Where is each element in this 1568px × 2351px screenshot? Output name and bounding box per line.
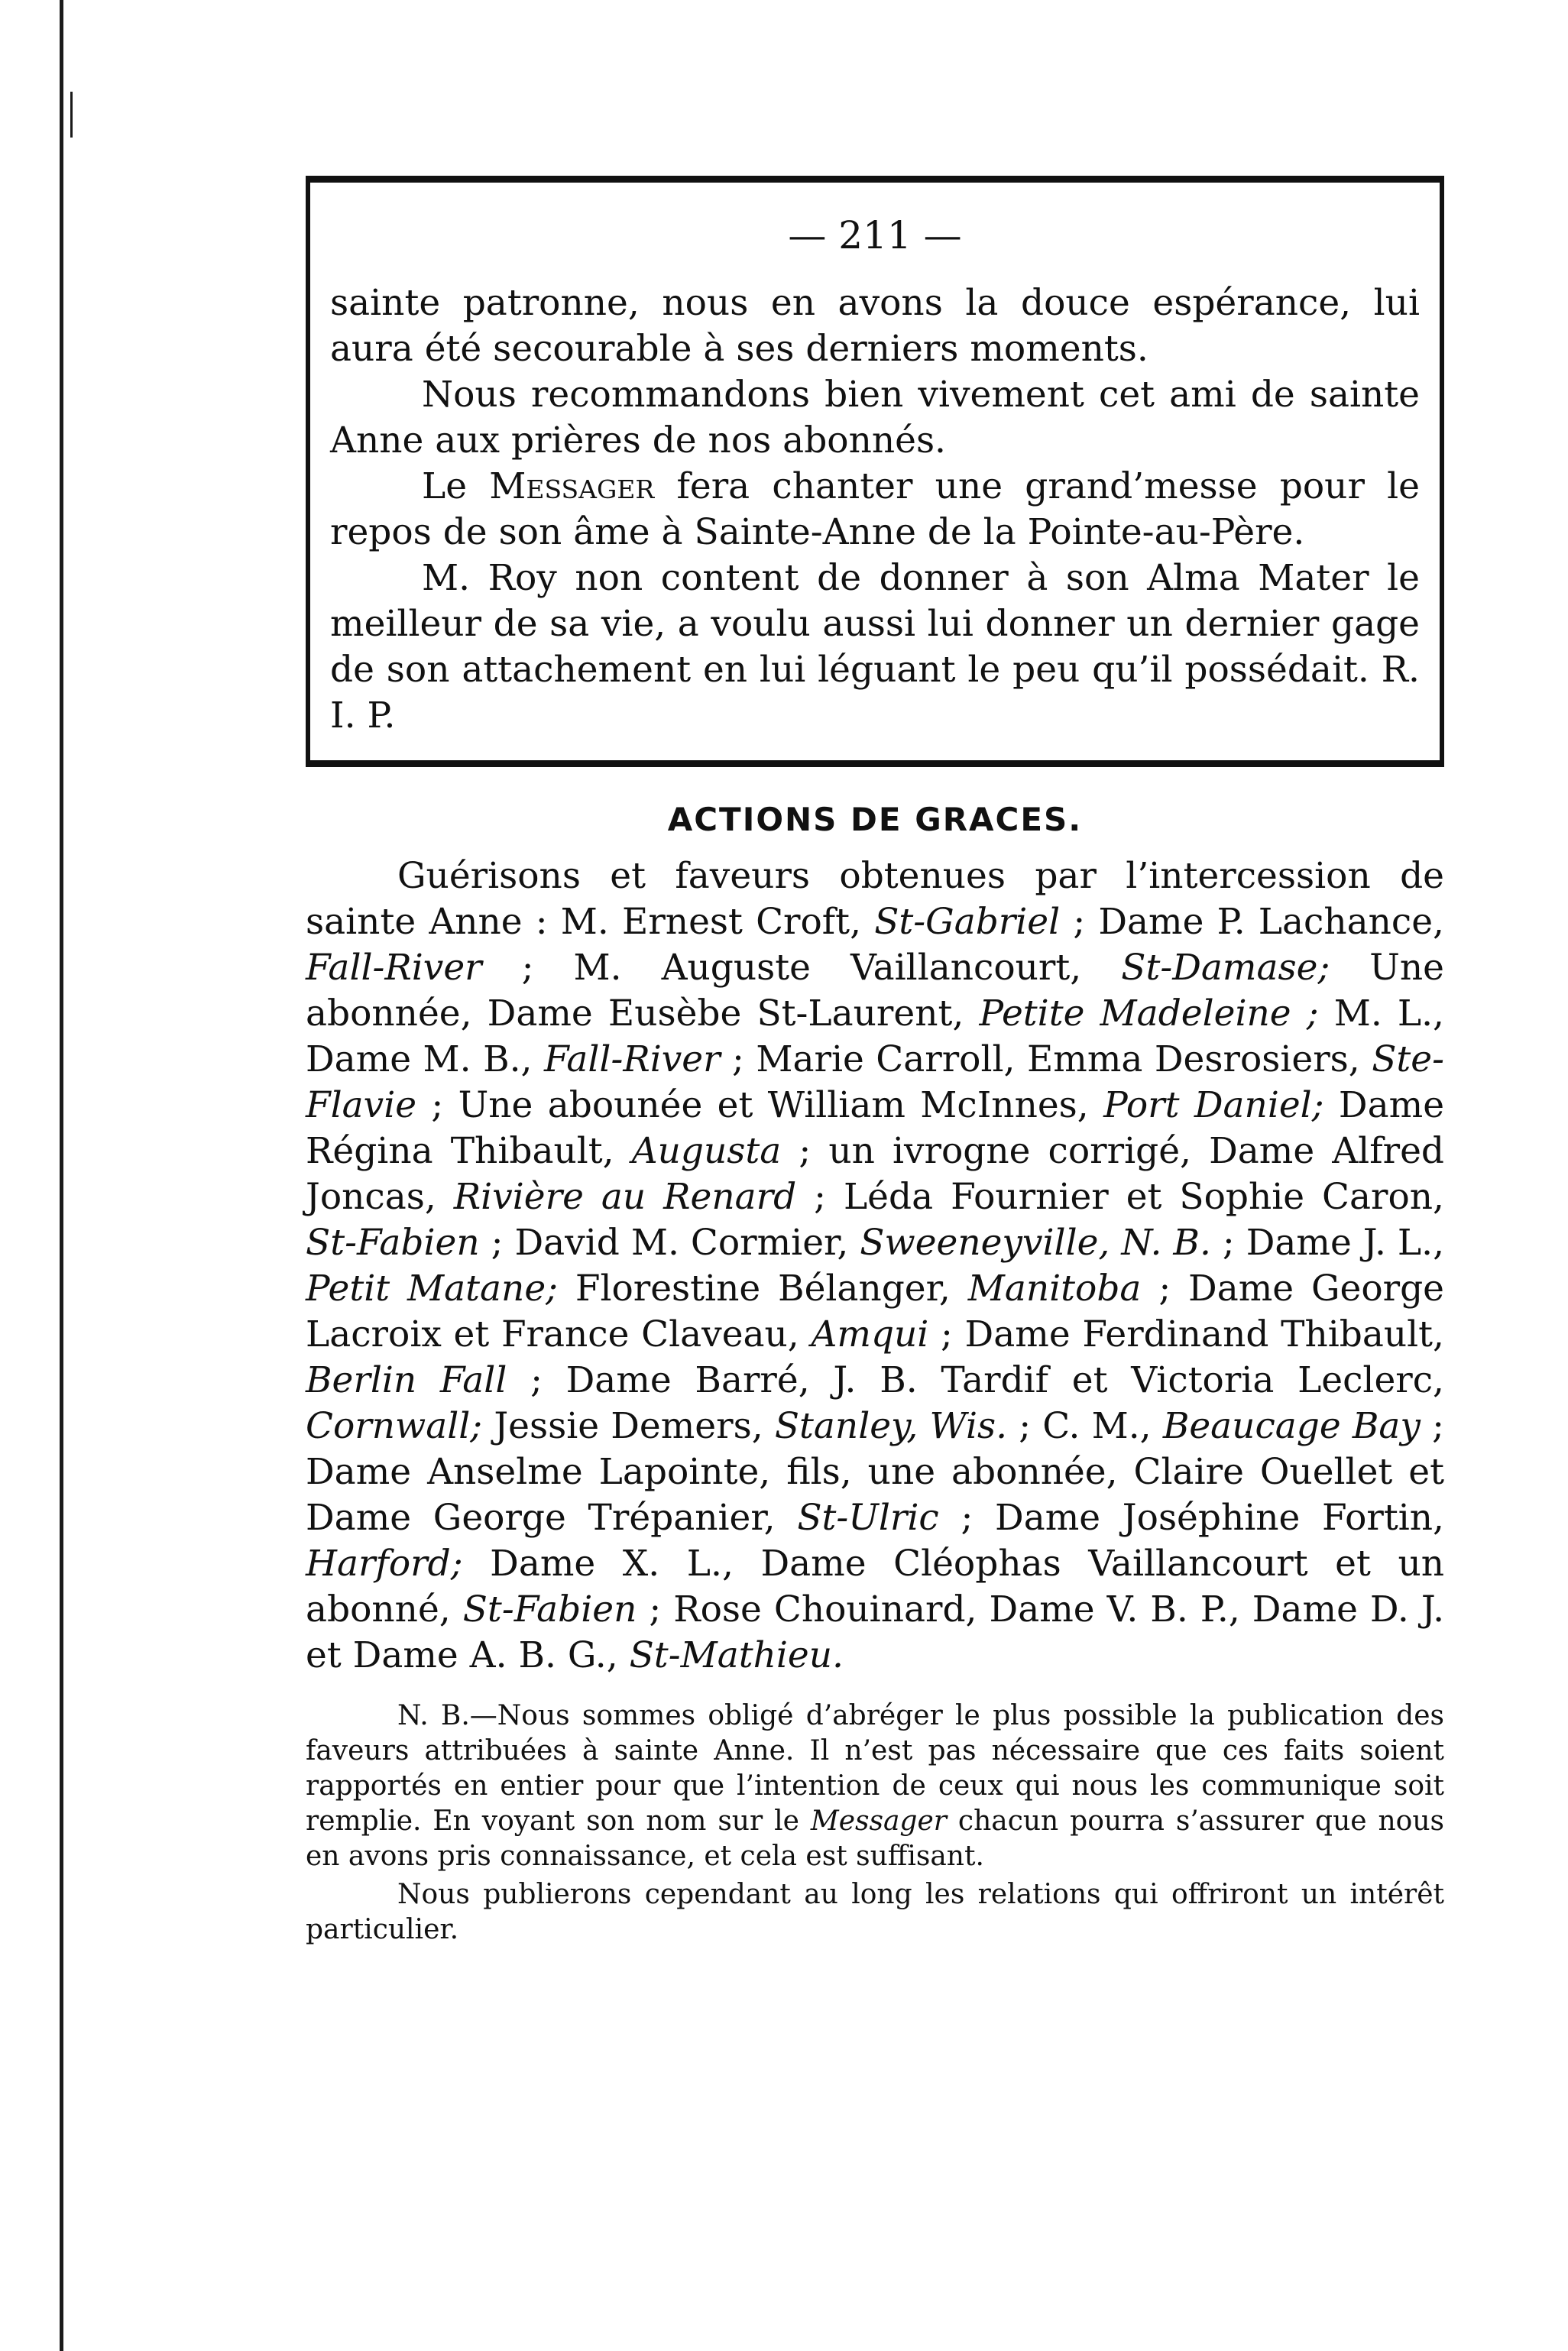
editor-note-2: Nous publierons cependant au long les relations qui offriront un intérêt particulier.: [306, 1879, 1444, 1945]
section-heading: ACTIONS DE GRACES.: [667, 801, 1083, 838]
grace-place: Stanley, Wis.: [774, 1405, 1008, 1447]
grace-place: St-Ulric: [797, 1497, 939, 1539]
grace-place: St-Fabien: [462, 1588, 637, 1630]
grace-text: Dame Régina Thibault,: [306, 1084, 1445, 1172]
grace-text: ; Une abounée et William McInnes,: [416, 1084, 1104, 1126]
editor-note: N. B.—Nous sommes obligé d’abréger le plus possible la publication des faveurs attribuées à sainte Anne. Il n’est pas nécessaire que ces faits soient rapportés en entier pour que l’intention de ceux qui nous les communique soit remplie. En voyant son nom sur le Messager chacun pourra s’assurer que nous en avons pris connaissance, et cela est suffisant.: [306, 1700, 1444, 1872]
page: [306, 176, 1444, 1948]
grace-place: Rivière au Renard: [453, 1176, 797, 1218]
grace-text: Jessie Demers,: [482, 1405, 775, 1447]
grace-text: Une abonnée, Dame Eusèbe St-Laurent,: [306, 947, 1444, 1035]
page-number: — 211 —: [788, 213, 962, 257]
binding-margin-line: [60, 0, 63, 2351]
grace-place: Beaucage Bay: [1162, 1405, 1421, 1447]
graces-list: [306, 853, 1444, 1679]
obituary-paragraph-2: Nous recommandons bien vivement cet ami de sainte Anne aux prières de nos abonnés.: [330, 374, 1420, 461]
grace-text: ; Dame George Lacroix et France Claveau,: [306, 1268, 1444, 1355]
grace-text: ; Dame Anselme Lapointe, fils, une abonnée, Claire Ouellet et Dame George Trépanier,: [306, 1405, 1444, 1539]
grace-place: Augusta: [631, 1130, 782, 1172]
grace-place: Manitoba: [967, 1268, 1142, 1310]
grace-place: Cornwall;: [306, 1405, 483, 1447]
messager-name: Messager: [489, 465, 655, 507]
grace-place: St-Fabien: [306, 1222, 480, 1264]
grace-place: Port Daniel;: [1103, 1084, 1324, 1126]
grace-text: ; M. Auguste Vaillancourt,: [481, 947, 1122, 989]
grace-text: ; Rose Chouinard, Dame V. B. P., Dame D. J. et Dame A. B. G.,: [306, 1588, 1445, 1676]
grace-text: ; Marie Carroll, Emma Desrosiers,: [720, 1038, 1372, 1080]
obituary-box: [306, 183, 1444, 760]
grace-text: ; Dame Barré, J. B. Tardif et Victoria Leclerc,: [507, 1359, 1444, 1401]
grace-text: ; Dame Joséphine Fortin,: [938, 1497, 1444, 1539]
grace-text: Guérisons et faveurs obtenues par l’intercession de sainte Anne : M. Ernest Croft,: [306, 855, 1444, 943]
grace-place: Berlin Fall: [306, 1359, 507, 1401]
bottom-rule: [306, 760, 1444, 767]
grace-place: St-Gabriel: [874, 901, 1061, 943]
grace-place: Petite Madeleine ;: [979, 993, 1319, 1035]
grace-place: St-Damase;: [1121, 947, 1330, 989]
grace-place: Amqui: [811, 1313, 929, 1355]
grace-text: ; David M. Cormier,: [479, 1222, 860, 1264]
grace-place: Sweeneyville, N. B.: [860, 1222, 1211, 1264]
binding-margin-line-inner: [70, 92, 73, 138]
grace-place: Fall-River: [306, 947, 482, 989]
grace-text: ; Dame J. L.,: [1210, 1222, 1445, 1264]
grace-text: ; Léda Fournier et Sophie Caron,: [796, 1176, 1444, 1218]
obituary-paragraph-3: Le Messager fera chanter une grand’messe pour le repos de son âme à Sainte-Anne de la Pointe-au-Père.: [330, 465, 1420, 553]
top-rule: [306, 176, 1444, 183]
grace-place: St-Mathieu.: [629, 1634, 844, 1676]
obituary-paragraph-1: sainte patronne, nous en avons la douce espérance, lui aura été secourable à ses derniers moments.: [330, 282, 1420, 370]
grace-place: Harford;: [306, 1543, 463, 1585]
grace-text: ; C. M.,: [1007, 1405, 1163, 1447]
grace-place: Ste-Flavie: [306, 1038, 1444, 1126]
messager-name-italic: Messager: [810, 1805, 947, 1837]
grace-text: ; Dame P. Lachance,: [1060, 901, 1444, 943]
grace-text: M. L., Dame M. B.,: [306, 993, 1444, 1080]
grace-text: Florestine Bélanger,: [557, 1268, 968, 1310]
grace-text: ; Dame Ferdinand Thibault,: [928, 1313, 1444, 1355]
obituary-paragraph-4: M. Roy non content de donner à son Alma Mater le meilleur de sa vie, a voulu aussi lui donner un dernier gage de son attachement en lui léguant le peu qu’il possédait. R. I. P.: [330, 557, 1420, 737]
grace-place: Petit Matane;: [306, 1268, 558, 1310]
grace-place: Fall-River: [543, 1038, 721, 1080]
grace-text: Dame X. L., Dame Cléophas Vaillancourt et un abonné,: [306, 1543, 1444, 1630]
grace-text: ; un ivrogne corrigé, Dame Alfred Joncas,: [306, 1130, 1444, 1218]
